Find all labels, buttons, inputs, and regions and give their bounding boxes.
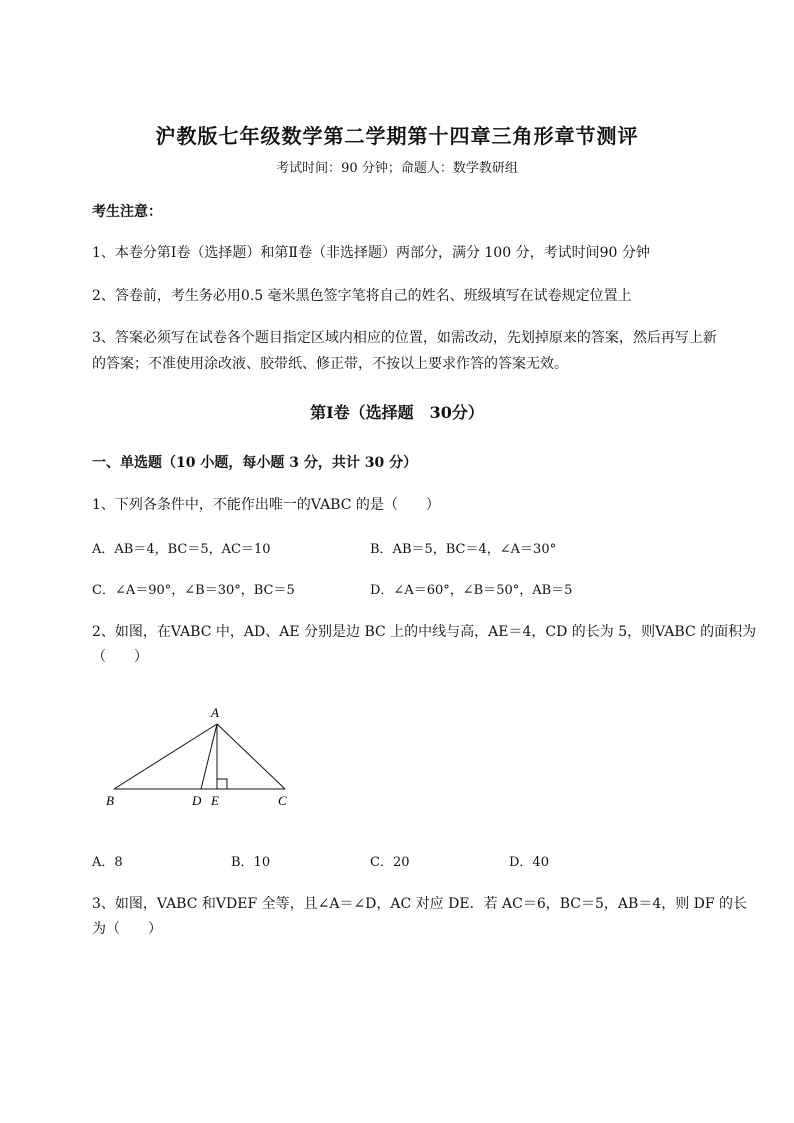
question-2-option-a[interactable]: A．8 [92, 855, 123, 870]
question-2-option-c[interactable]: C．20 [370, 855, 410, 870]
section-title: 第Ⅰ卷（选择题 30分） [310, 403, 484, 422]
label-a: A [211, 705, 219, 720]
question-1-option-b[interactable]: B．AB＝5，BC＝4，∠A＝30° [370, 542, 557, 557]
question-3-stem: 3、如图，VABC 和VDEF 全等，且∠A＝∠D，AC 对应 DE．若 AC＝6，BC＝5，AB＝4，则 DF 的长 [92, 896, 748, 912]
notice-item-2: 2、答卷前，考生务必用0.5 毫米黑色签字笔将自己的姓名、班级填写在试卷规定位置上 [92, 288, 632, 304]
question-1-option-d[interactable]: D．∠A＝60°，∠B＝50°，AB＝5 [370, 583, 573, 598]
triangle-figure [100, 700, 300, 812]
notice-item-1: 1、本卷分第Ⅰ卷（选择题）和第Ⅱ卷（非选择题）两部分，满分 100 分，考试时间90 分钟 [92, 245, 650, 261]
side-ab [114, 724, 217, 789]
question-1-option-a[interactable]: A．AB＝4，BC＝5，AC＝10 [92, 542, 271, 557]
question-3-stem-continued: 为（ ） [92, 921, 162, 937]
question-2-stem: 2、如图，在VABC 中，AD、AE 分别是边 BC 上的中线与高，AE＝4，CD 的长为 5，则VABC 的面积为 [92, 624, 757, 640]
notice-item-3: 3、答案必须写在试卷各个题目指定区域内相应的位置，如需改动，先划掉原来的答案，然后再写上新 [92, 330, 717, 346]
part-heading: 一、单选题（10 小题，每小题 3 分，共计 30 分） [92, 455, 418, 471]
exam-info: 考试时间：90 分钟；命题人：数学教研组 [276, 161, 518, 176]
page-title: 沪教版七年级数学第二学期第十四章三角形章节测评 [155, 124, 639, 148]
question-2-stem-continued: （ ） [92, 649, 148, 665]
median-ad [201, 724, 217, 789]
label-d: D [192, 793, 202, 808]
question-2-option-d[interactable]: D．40 [509, 855, 549, 870]
question-2-option-b[interactable]: B．10 [231, 855, 271, 870]
label-b: B [106, 793, 114, 808]
label-e: E [211, 793, 219, 808]
question-1-stem: 1、下列各条件中，不能作出唯一的VABC 的是（ ） [92, 497, 440, 513]
label-c: C [278, 793, 287, 808]
notice-item-3-continued: 的答案；不准使用涂改液、胶带纸、修正带，不按以上要求作答的答案无效。 [92, 356, 568, 372]
right-angle-mark [217, 779, 227, 789]
notice-heading: 考生注意： [92, 204, 162, 220]
question-1-option-c[interactable]: C．∠A＝90°，∠B＝30°，BC＝5 [92, 583, 295, 598]
